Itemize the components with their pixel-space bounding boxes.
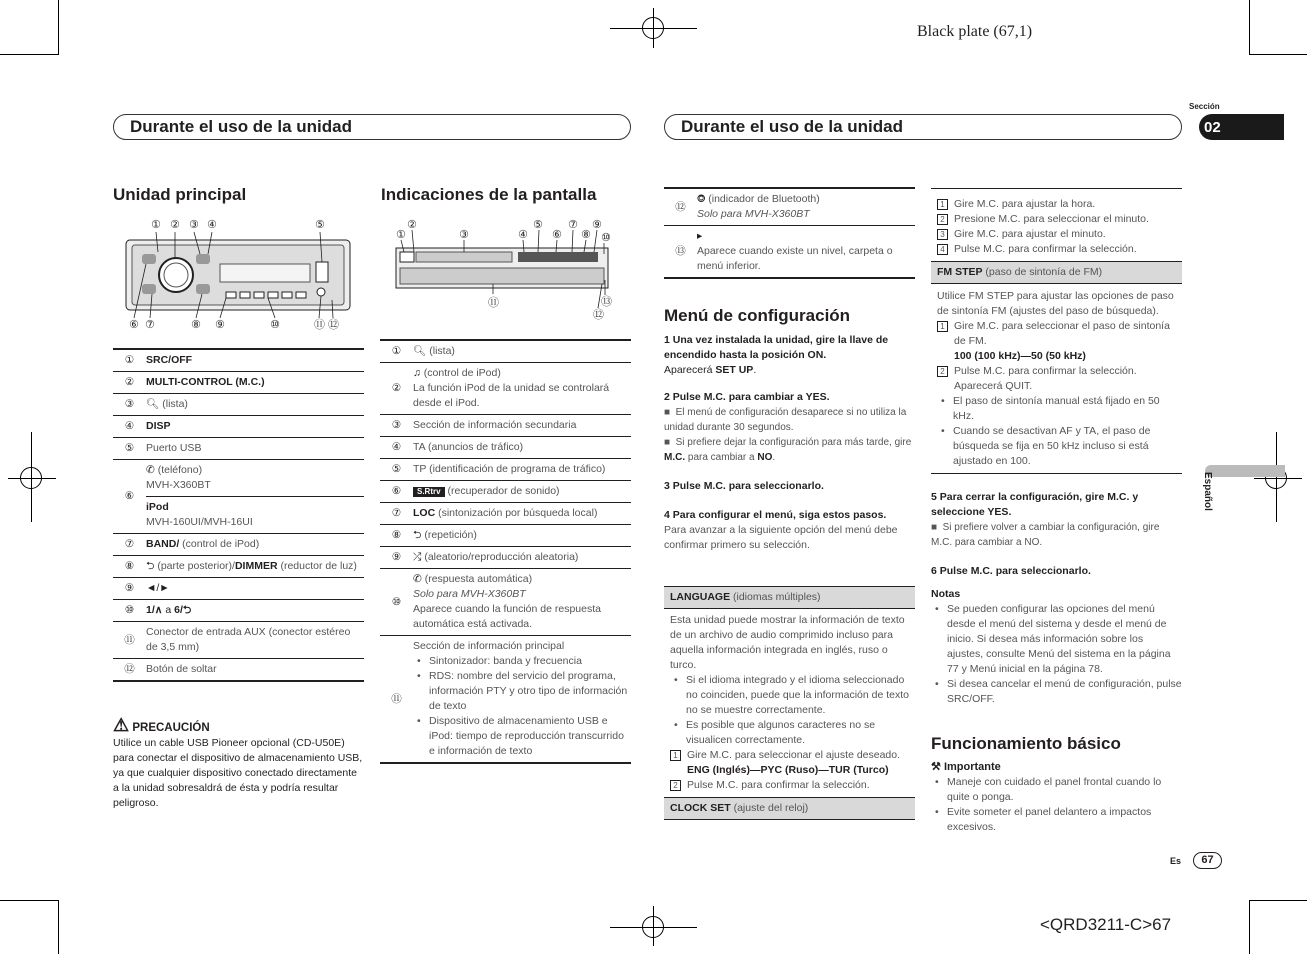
step-2: 2 Pulse M.C. para cambiar a YES. xyxy=(664,391,830,403)
aux-text: Conector de entrada AUX (conector estéreo de 3,5 mm) xyxy=(146,622,364,659)
section-number-tab xyxy=(1199,114,1284,140)
fig2-label-13: ⑬ xyxy=(601,295,612,308)
caution-body: Utilice un cable USB Pioneer opcional (CD-U50E) para conectar el dispositivo de almacenamiento USB, ya que cualquier dispositivo conectado directamente a la unidad sobresaldrá de ésta y podría resultar peligroso. xyxy=(113,737,363,810)
step-6: 6 Pulse M.C. para seleccionarlo. xyxy=(931,565,1091,577)
main-unit-figure xyxy=(118,214,358,334)
fig1-label-2: ② xyxy=(170,218,180,231)
fig2-label-11: ⑪ xyxy=(488,296,499,309)
page-number: 67 xyxy=(1201,854,1214,866)
fig2-label-2: ② xyxy=(407,218,417,231)
disp-ref-11: ⑪ xyxy=(380,636,413,764)
fm-note: • Cuando se desactivan AF y TA, el paso de búsqueda se fija en 50 kHz incluso si está ajustado en 100. xyxy=(937,424,1176,469)
search-icon: 🔍︎ xyxy=(146,398,163,410)
step-5: 5 Para cerrar la configuración, gire M.C. y seleccione YES. xyxy=(931,491,1139,518)
section-label: Sección xyxy=(1189,102,1220,111)
section-banner-left: Durante el uso de la unidad xyxy=(113,114,631,140)
clock-set-steps: 1 Gire M.C. para ajustar la hora. 2 Presione M.C. para seleccionar el minuto. 3 Gire M.C. para ajustar el minuto. 4 Pulse M.C. para confirmar la selección. xyxy=(931,188,1182,257)
fig1-label-6: ⑥ xyxy=(129,318,139,331)
language-note: • Es posible que algunos caracteres no se visualicen correctamente. xyxy=(670,718,909,748)
disp-list-text: (lista) xyxy=(429,345,455,357)
list-text: (lista) xyxy=(162,398,188,410)
disp-ipod-text: (control de iPod) xyxy=(423,367,501,379)
important-item: • Maneje con cuidado el panel frontal cuando lo quite o ponga. xyxy=(931,775,1182,805)
clock-step: Gire M.C. para ajustar la hora. xyxy=(954,198,1096,210)
fig1-label-8: ⑧ xyxy=(191,318,201,331)
phone-icon: ✆ xyxy=(146,464,158,476)
language-title: LANGUAGE xyxy=(670,591,731,603)
ipod-model: MVH-160UI/MVH-16UI xyxy=(146,516,253,528)
disp-ref-12: ⑫ xyxy=(664,188,697,226)
fig2-label-10: ⑩ xyxy=(601,231,611,244)
auto-answer-desc: Aparece cuando la función de respuesta automática está activada. xyxy=(413,603,601,630)
fig1-label-5: ⑤ xyxy=(315,218,325,231)
disp-ref-9: ⑨ xyxy=(380,547,413,569)
disp-ref-1: ① xyxy=(380,340,413,363)
mc-label: M.C. xyxy=(664,452,686,463)
ipod-control-text: (control de iPod) xyxy=(182,538,260,550)
setup-menu-heading: Menú de configuración xyxy=(664,306,851,325)
caution-title: PRECAUCIÓN xyxy=(132,722,210,734)
clock-step: Gire M.C. para ajustar el minuto. xyxy=(954,228,1106,240)
step-2-bullet-1: El menú de configuración desaparece si no utiliza la unidad durante 30 segundos. xyxy=(664,407,907,433)
step-2-bullet-2: Si prefiere dejar la configuración para más tarde, gire xyxy=(675,437,912,448)
important-icon: ⚒ xyxy=(931,761,941,773)
sublevel-text: Aparece cuando existe un nivel, carpeta o menú inferior. xyxy=(697,245,893,272)
important-item: • Evite someter el panel delantero a impactos excesivos. xyxy=(931,805,1182,835)
tp-text: TP (identificación de programa de tráfico) xyxy=(413,459,631,481)
preset-1-text: 1/ xyxy=(146,604,155,616)
fig2-label-12: ⑫ xyxy=(593,308,604,321)
ipod-label: iPod xyxy=(146,501,169,513)
language-body: Esta unidad puede mostrar la información de texto de un archivo de audio comprimido incluso para aquella información integrada en inglés, ruso o turco. xyxy=(670,614,905,671)
warning-icon: ⚠ xyxy=(113,715,130,735)
main-info-item: • Sintonizador: banda y frecuencia xyxy=(413,654,631,669)
step-1: 1 Una vez instalada la unidad, gire la llave de encendido hasta la posición ON. xyxy=(664,334,889,361)
main-unit-table xyxy=(113,348,364,682)
step-4: 4 Para configurar el menú, siga estos pasos. xyxy=(664,509,887,521)
secondary-info-text: Sección de información secundaria xyxy=(413,415,631,437)
setup-steps: 1 Una vez instalada la unidad, gire la llave de encendido hasta la posición ON. Aparecerá SET UP. 2 Pulse M.C. para cambiar a YES. ■ El menú de configuración desaparece si no utiliza la unidad durante 30 segundos. ■ Si prefiere dejar la configuración para más tarde, gire M.C. para cambiar a NO. 3 Pulse M.C. para seleccionarlo. 4 Para configurar el menú, siga estos pasos. Para avanzar a la siguiente opción del menú debe confirmar primero su selección. xyxy=(664,333,915,553)
plate-label: Black plate (67,1) xyxy=(917,23,1033,40)
fig1-label-9: ⑨ xyxy=(215,318,225,331)
step-4-sub: Para avanzar a la siguiente opción del menú debe confirmar primero su selección. xyxy=(664,524,898,551)
shuffle-text: (aleatorio/reproducción aleatoria) xyxy=(424,551,579,563)
disp-ref-4: ④ xyxy=(380,437,413,459)
main-info-text: Sección de información principal xyxy=(413,640,565,652)
clock-step: Pulse M.C. para confirmar la selección. xyxy=(954,243,1137,255)
ref-3: ③ xyxy=(113,394,146,416)
ref-6: ⑥ xyxy=(113,460,146,534)
no-label: NO xyxy=(757,452,773,463)
preset-mid-text: a xyxy=(162,604,175,616)
disp-ref-13: ⑬ xyxy=(664,226,697,279)
language-step-2: Pulse M.C. para confirmar la selección. xyxy=(687,779,870,791)
language-side-tab xyxy=(1205,465,1285,477)
up-icon: ∧ xyxy=(154,604,163,616)
bluetooth-icon: ⭗ xyxy=(697,193,709,205)
fm-step-1: Gire M.C. para seleccionar el paso de sintonía de FM. xyxy=(954,320,1170,347)
back-text: (parte posterior)/ xyxy=(157,560,235,572)
sublevel-icon: ▸ xyxy=(697,230,703,242)
display-table xyxy=(380,339,631,764)
disp-ref-6: ⑥ xyxy=(380,481,413,503)
step-1-sub: Aparecerá xyxy=(664,364,716,376)
display-figure xyxy=(392,214,622,324)
usb-port-text: Puerto USB xyxy=(146,438,364,460)
section-banner-right: Durante el uso de la unidad xyxy=(664,114,1182,140)
fig1-label-12: ⑫ xyxy=(328,318,339,331)
disp-ref-2: ② xyxy=(380,363,413,415)
fig2-label-5: ⑤ xyxy=(533,218,543,231)
fig2-label-4: ④ xyxy=(518,228,528,241)
main-info-item: • RDS: nombre del servicio del programa, información PTY y otro tipo de información de texto xyxy=(413,669,631,714)
phone-text: (teléfono) xyxy=(157,464,203,476)
fig1-label-10: ⑩ xyxy=(270,318,280,331)
src-off-text: SRC/OFF xyxy=(146,349,364,372)
band-label: BAND/ xyxy=(146,538,180,550)
section-number: 02 xyxy=(1204,119,1221,136)
ref-11: ⑪ xyxy=(113,622,146,659)
repeat-icon: ⮌ xyxy=(413,529,425,541)
sound-retriever-icon: S.Rtrv xyxy=(413,487,445,497)
basic-operation-heading: Funcionamiento básico xyxy=(931,734,1121,753)
ipod-icon: ♫ xyxy=(413,367,424,379)
fig2-label-3: ③ xyxy=(459,228,469,241)
back-icon: ⮌ xyxy=(146,560,158,572)
fm-step-2: Pulse M.C. para confirmar la selección. Aparecerá QUIT. xyxy=(954,365,1137,392)
step-5-bullet: Si prefiere volver a cambiar la configuración, gire M.C. para cambiar a NO. xyxy=(931,522,1160,548)
multi-control-text: MULTI-CONTROL (M.C.) xyxy=(146,372,364,394)
fm-note: • El paso de sintonía manual está fijado en 50 kHz. xyxy=(937,394,1176,424)
fm-step-section: FM STEP (paso de sintonía de FM) Utilice FM STEP para ajustar las opciones de paso de sintonía FM (ajustes del paso de búsqueda). 1 Gire M.C. para seleccionar el paso de sintonía de FM. 100 (100 kHz)—50 (50 kHz) 2 Pulse M.C. para confirmar la selección. Aparecerá QUIT. • El paso de sintonía manual está fijado en 50 kHz. • Cuando se desactivan AF y TA, el paso de búsqueda se fija en 50 kHz incluso si está ajustado en 100. xyxy=(931,261,1182,474)
auto-answer-model: Solo para MVH-X360BT xyxy=(413,588,526,600)
fig1-label-7: ⑦ xyxy=(145,318,155,331)
note-item: • Si desea cancelar el menú de configuración, pulse SRC/OFF. xyxy=(931,677,1182,707)
bluetooth-model: Solo para MVH-X360BT xyxy=(697,208,810,220)
important-box xyxy=(931,760,1182,835)
display-table-continued xyxy=(664,187,915,279)
auto-answer-text: (respuesta automática) xyxy=(424,573,533,585)
fig1-label-1: ① xyxy=(151,218,161,231)
language-step-1: Gire M.C. para seleccionar el ajuste deseado. xyxy=(687,749,901,761)
fm-step-body: Utilice FM STEP para ajustar las opciones de paso de sintonía FM (ajustes del paso de búsqueda). xyxy=(937,290,1174,317)
fig2-label-1: ① xyxy=(396,228,406,241)
fig2-label-9: ⑨ xyxy=(592,218,602,231)
fig2-label-6: ⑥ xyxy=(552,228,562,241)
fm-step-title: FM STEP xyxy=(937,266,983,278)
ref-2: ② xyxy=(113,372,146,394)
main-info-item: • Dispositivo de almacenamiento USB e iPod: tiempo de reproducción transcurrido e información de texto xyxy=(413,714,631,759)
close-setup-steps: 5 Para cerrar la configuración, gire M.C. y seleccione YES. ■ Si prefiere volver a cambiar la configuración, gire M.C. para cambiar a NO. 6 Pulse M.C. para seleccionarlo. Notas • Se pueden configurar las opciones del menú desde el menú del sistema y desde el menú de inicio. Si desea más información sobre los ajustes, consulte Menú del sistema en la página 77 y Menú inicial en la página 78. • Si desea cancelar el menú de configuración, pulse SRC/OFF. xyxy=(931,490,1182,707)
language-note: • Si el idioma integrado y el idioma seleccionado no coinciden, puede que la información de texto no se muestre correctamente. xyxy=(670,673,909,718)
disp-ref-7: ⑦ xyxy=(380,503,413,525)
preset-6-text: 6/ xyxy=(174,604,183,616)
step-2-bullet-2-rest: para cambiar a xyxy=(685,452,758,463)
fig1-label-3: ③ xyxy=(189,218,199,231)
notes-title: Notas xyxy=(931,588,961,600)
search-icon: 🔍︎ xyxy=(413,345,430,357)
step-3: 3 Pulse M.C. para seleccionarlo. xyxy=(664,480,824,492)
dimmer-text: (reductor de luz) xyxy=(277,560,357,572)
bluetooth-text: (indicador de Bluetooth) xyxy=(708,193,820,205)
document-code: <QRD3211-C>67 xyxy=(1040,915,1172,934)
ref-9: ⑨ xyxy=(113,578,146,600)
footer-language: Es xyxy=(1170,856,1182,866)
language-side-label: Español xyxy=(1202,472,1213,511)
page-number-badge xyxy=(1193,852,1222,869)
clock-set-title: CLOCK SET xyxy=(670,802,731,814)
disp-text: DISP xyxy=(146,416,364,438)
ref-7: ⑦ xyxy=(113,534,146,556)
loc-label: LOC xyxy=(413,507,436,519)
caution-box xyxy=(113,716,365,811)
auto-answer-icon: ✆ xyxy=(413,573,425,585)
phone-model: MVH-X360BT xyxy=(146,479,211,491)
disp-ref-10: ⑩ xyxy=(380,569,413,636)
important-title: Importante xyxy=(943,761,1001,773)
display-heading: Indicaciones de la pantalla xyxy=(381,185,597,204)
ref-5: ⑤ xyxy=(113,438,146,460)
language-options: ENG (Inglés)—PYC (Ruso)—TUR (Turco) xyxy=(687,764,889,776)
ref-1: ① xyxy=(113,349,146,372)
repeat-icon: ⮌ xyxy=(182,604,192,616)
disp-ref-5: ⑤ xyxy=(380,459,413,481)
ref-12: ⑫ xyxy=(113,659,146,682)
ref-10: ⑩ xyxy=(113,600,146,622)
loc-text: (sintonización por búsqueda local) xyxy=(435,507,598,519)
ta-text: TA (anuncios de tráfico) xyxy=(413,437,631,459)
shuffle-icon: ⤮ xyxy=(413,551,425,563)
language-section: LANGUAGE (idiomas múltiples) Esta unidad puede mostrar la información de texto de un archivo de audio comprimido incluso para aquella información integrada en inglés, ruso o turco. • Si el idioma integrado y el idioma seleccionado no coinciden, puede que la información de texto no se muestre correctamente. • Es posible que algunos caracteres no se visualicen correctamente. 1 Gire M.C. para seleccionar el ajuste deseado. ENG (Inglés)—PYC (Ruso)—TUR (Turco) 2 Pulse M.C. para confirmar la selección. CLOCK SET (ajuste del reloj) xyxy=(664,586,915,820)
release-button-text: Botón de soltar xyxy=(146,659,364,682)
fig2-label-8: ⑧ xyxy=(581,228,591,241)
note-item: • Se pueden configurar las opciones del menú desde el menú del sistema y desde el menú de inicio. Si desea más información sobre los ajustes, consulte Menú del sistema en la página 77 y Menú inicial en la página 78. xyxy=(931,602,1182,677)
repeat-text: (repetición) xyxy=(424,529,477,541)
disp-ref-3: ③ xyxy=(380,415,413,437)
fm-step-options: 100 (100 kHz)—50 (50 kHz) xyxy=(954,350,1086,362)
set-up-label: SET UP xyxy=(715,364,754,376)
disp-ipod-desc: La función iPod de la unidad se controlará desde el iPod. xyxy=(413,382,610,409)
clock-set-subtitle: (ajuste del reloj) xyxy=(730,802,809,814)
ref-4: ④ xyxy=(113,416,146,438)
fig2-label-7: ⑦ xyxy=(568,218,578,231)
language-subtitle: (idiomas múltiples) xyxy=(730,591,821,603)
sound-retriever-text: (recuperador de sonido) xyxy=(447,485,560,497)
dimmer-label: DIMMER xyxy=(234,560,278,572)
ref-8: ⑧ xyxy=(113,556,146,578)
main-unit-heading: Unidad principal xyxy=(113,185,247,204)
fm-step-subtitle: (paso de sintonía de FM) xyxy=(982,266,1103,278)
fig1-label-4: ④ xyxy=(207,218,217,231)
disp-ref-8: ⑧ xyxy=(380,525,413,547)
seek-arrows-text: ◄/► xyxy=(146,578,364,600)
clock-step: Presione M.C. para seleccionar el minuto. xyxy=(954,213,1149,225)
fig1-label-11: ⑪ xyxy=(314,318,325,331)
